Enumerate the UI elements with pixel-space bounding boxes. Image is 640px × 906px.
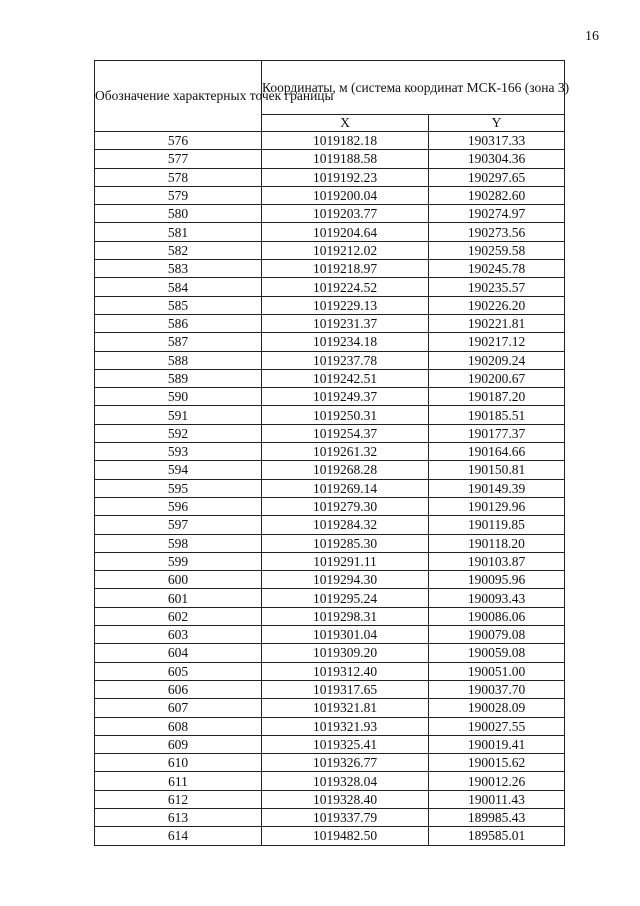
y-coordinate-cell: 190187.20 — [429, 388, 565, 406]
point-number-cell: 595 — [95, 479, 262, 497]
point-number-cell: 599 — [95, 552, 262, 570]
x-coordinate-cell: 1019261.32 — [262, 443, 429, 461]
table-row — [95, 132, 565, 150]
table-row — [95, 662, 565, 680]
table-row — [95, 351, 565, 369]
table-row — [95, 644, 565, 662]
x-coordinate-cell: 1019203.77 — [262, 205, 429, 223]
x-coordinate-cell: 1019294.30 — [262, 571, 429, 589]
point-number-cell: 611 — [95, 772, 262, 790]
x-coordinate-cell: 1019328.40 — [262, 790, 429, 808]
y-coordinate-cell: 190059.08 — [429, 644, 565, 662]
point-number-cell: 612 — [95, 790, 262, 808]
y-coordinate-cell: 190011.43 — [429, 790, 565, 808]
x-coordinate-cell: 1019249.37 — [262, 388, 429, 406]
point-number-cell: 605 — [95, 662, 262, 680]
y-coordinate-cell: 190317.33 — [429, 132, 565, 150]
point-number-cell: 577 — [95, 150, 262, 168]
table-row — [95, 443, 565, 461]
y-coordinate-cell: 190221.81 — [429, 314, 565, 332]
y-coordinate-cell: 190027.55 — [429, 717, 565, 735]
table-row — [95, 388, 565, 406]
y-coordinate-cell: 190200.67 — [429, 369, 565, 387]
y-coordinate-cell: 190129.96 — [429, 497, 565, 515]
point-number-cell: 579 — [95, 186, 262, 204]
table-row — [95, 717, 565, 735]
x-coordinate-cell: 1019224.52 — [262, 278, 429, 296]
table-row — [95, 205, 565, 223]
table-row — [95, 406, 565, 424]
x-coordinate-cell: 1019321.81 — [262, 699, 429, 717]
x-coordinate-cell: 1019237.78 — [262, 351, 429, 369]
y-coordinate-cell: 190119.85 — [429, 516, 565, 534]
point-number-cell: 598 — [95, 534, 262, 552]
x-coordinate-cell: 1019231.37 — [262, 314, 429, 332]
table-row — [95, 589, 565, 607]
y-coordinate-cell: 190304.36 — [429, 150, 565, 168]
table-row — [95, 150, 565, 168]
x-coordinate-cell: 1019291.11 — [262, 552, 429, 570]
table-row — [95, 626, 565, 644]
table-row — [95, 479, 565, 497]
x-coordinate-cell: 1019295.24 — [262, 589, 429, 607]
table-row — [95, 424, 565, 442]
x-coordinate-cell: 1019337.79 — [262, 808, 429, 826]
y-coordinate-cell: 190051.00 — [429, 662, 565, 680]
x-coordinate-cell: 1019284.32 — [262, 516, 429, 534]
x-coordinate-cell: 1019309.20 — [262, 644, 429, 662]
point-number-cell: 600 — [95, 571, 262, 589]
page-number: 16 — [585, 29, 599, 44]
point-number-cell: 587 — [95, 333, 262, 351]
header-coordinates: Координаты, м (система координат МСК-166 (зона 3) — [262, 61, 565, 115]
x-coordinate-cell: 1019269.14 — [262, 479, 429, 497]
table-row — [95, 534, 565, 552]
point-number-cell: 592 — [95, 424, 262, 442]
y-coordinate-cell: 190028.09 — [429, 699, 565, 717]
point-number-cell: 608 — [95, 717, 262, 735]
y-coordinate-cell: 190086.06 — [429, 607, 565, 625]
x-coordinate-cell: 1019188.58 — [262, 150, 429, 168]
table-row — [95, 699, 565, 717]
y-coordinate-cell: 190103.87 — [429, 552, 565, 570]
point-number-cell: 578 — [95, 168, 262, 186]
x-coordinate-cell: 1019250.31 — [262, 406, 429, 424]
table-row — [95, 333, 565, 351]
table-row — [95, 827, 565, 845]
table-row — [95, 754, 565, 772]
header-y: Y — [429, 115, 565, 132]
x-coordinate-cell: 1019192.23 — [262, 168, 429, 186]
x-coordinate-cell: 1019279.30 — [262, 497, 429, 515]
point-number-cell: 601 — [95, 589, 262, 607]
x-coordinate-cell: 1019218.97 — [262, 260, 429, 278]
x-coordinate-cell: 1019200.04 — [262, 186, 429, 204]
table-row — [95, 607, 565, 625]
table-row — [95, 296, 565, 314]
y-coordinate-cell: 190259.58 — [429, 241, 565, 259]
y-coordinate-cell: 190012.26 — [429, 772, 565, 790]
header-x: X — [262, 115, 429, 132]
x-coordinate-cell: 1019234.18 — [262, 333, 429, 351]
y-coordinate-cell: 190235.57 — [429, 278, 565, 296]
table-row — [95, 278, 565, 296]
point-number-cell: 609 — [95, 735, 262, 753]
y-coordinate-cell: 190297.65 — [429, 168, 565, 186]
x-coordinate-cell: 1019285.30 — [262, 534, 429, 552]
point-number-cell: 583 — [95, 260, 262, 278]
point-number-cell: 610 — [95, 754, 262, 772]
header-row-main — [95, 61, 565, 115]
table-header — [95, 61, 570, 132]
point-number-cell: 589 — [95, 369, 262, 387]
table-row — [95, 497, 565, 515]
x-coordinate-cell: 1019482.50 — [262, 827, 429, 845]
y-coordinate-cell: 189985.43 — [429, 808, 565, 826]
table-row — [95, 223, 565, 241]
x-coordinate-cell: 1019321.93 — [262, 717, 429, 735]
header-points: Обозначение характерных точек границы — [95, 61, 262, 132]
y-coordinate-cell: 190282.60 — [429, 186, 565, 204]
point-number-cell: 602 — [95, 607, 262, 625]
point-number-cell: 580 — [95, 205, 262, 223]
x-coordinate-cell: 1019298.31 — [262, 607, 429, 625]
y-coordinate-cell: 190164.66 — [429, 443, 565, 461]
y-coordinate-cell: 190245.78 — [429, 260, 565, 278]
coordinates-table — [94, 60, 570, 846]
x-coordinate-cell: 1019328.04 — [262, 772, 429, 790]
point-number-cell: 614 — [95, 827, 262, 845]
point-number-cell: 586 — [95, 314, 262, 332]
y-coordinate-cell: 190177.37 — [429, 424, 565, 442]
point-number-cell: 607 — [95, 699, 262, 717]
table-row — [95, 260, 565, 278]
table-row — [95, 314, 565, 332]
y-coordinate-cell: 190226.20 — [429, 296, 565, 314]
y-coordinate-cell: 190095.96 — [429, 571, 565, 589]
y-coordinate-cell: 190118.20 — [429, 534, 565, 552]
x-coordinate-cell: 1019212.02 — [262, 241, 429, 259]
x-coordinate-cell: 1019182.18 — [262, 132, 429, 150]
table-row — [95, 680, 565, 698]
y-coordinate-cell: 190019.41 — [429, 735, 565, 753]
table-body — [95, 132, 565, 846]
point-number-cell: 593 — [95, 443, 262, 461]
x-coordinate-cell: 1019242.51 — [262, 369, 429, 387]
table-row — [95, 735, 565, 753]
point-number-cell: 591 — [95, 406, 262, 424]
y-coordinate-cell: 190209.24 — [429, 351, 565, 369]
table-row — [95, 241, 565, 259]
y-coordinate-cell: 190150.81 — [429, 461, 565, 479]
point-number-cell: 582 — [95, 241, 262, 259]
point-number-cell: 576 — [95, 132, 262, 150]
table-row — [95, 772, 565, 790]
table-row — [95, 790, 565, 808]
x-coordinate-cell: 1019317.65 — [262, 680, 429, 698]
y-coordinate-cell: 189585.01 — [429, 827, 565, 845]
y-coordinate-cell: 190274.97 — [429, 205, 565, 223]
y-coordinate-cell: 190185.51 — [429, 406, 565, 424]
x-coordinate-cell: 1019312.40 — [262, 662, 429, 680]
table-row — [95, 461, 565, 479]
y-coordinate-cell: 190093.43 — [429, 589, 565, 607]
point-number-cell: 604 — [95, 644, 262, 662]
table-row — [95, 552, 565, 570]
x-coordinate-cell: 1019325.41 — [262, 735, 429, 753]
y-coordinate-cell: 190273.56 — [429, 223, 565, 241]
table-row — [95, 571, 565, 589]
table-row — [95, 516, 565, 534]
y-coordinate-cell: 190037.70 — [429, 680, 565, 698]
x-coordinate-cell: 1019229.13 — [262, 296, 429, 314]
point-number-cell: 596 — [95, 497, 262, 515]
point-number-cell: 603 — [95, 626, 262, 644]
y-coordinate-cell: 190079.08 — [429, 626, 565, 644]
table-row — [95, 369, 565, 387]
point-number-cell: 594 — [95, 461, 262, 479]
point-number-cell: 606 — [95, 680, 262, 698]
point-number-cell: 581 — [95, 223, 262, 241]
x-coordinate-cell: 1019254.37 — [262, 424, 429, 442]
y-coordinate-cell: 190217.12 — [429, 333, 565, 351]
point-number-cell: 597 — [95, 516, 262, 534]
point-number-cell: 584 — [95, 278, 262, 296]
y-coordinate-cell: 190149.39 — [429, 479, 565, 497]
point-number-cell: 613 — [95, 808, 262, 826]
point-number-cell: 588 — [95, 351, 262, 369]
x-coordinate-cell: 1019301.04 — [262, 626, 429, 644]
x-coordinate-cell: 1019204.64 — [262, 223, 429, 241]
x-coordinate-cell: 1019268.28 — [262, 461, 429, 479]
table-row — [95, 168, 565, 186]
table-row — [95, 186, 565, 204]
x-coordinate-cell: 1019326.77 — [262, 754, 429, 772]
point-number-cell: 590 — [95, 388, 262, 406]
y-coordinate-cell: 190015.62 — [429, 754, 565, 772]
point-number-cell: 585 — [95, 296, 262, 314]
table-row — [95, 808, 565, 826]
